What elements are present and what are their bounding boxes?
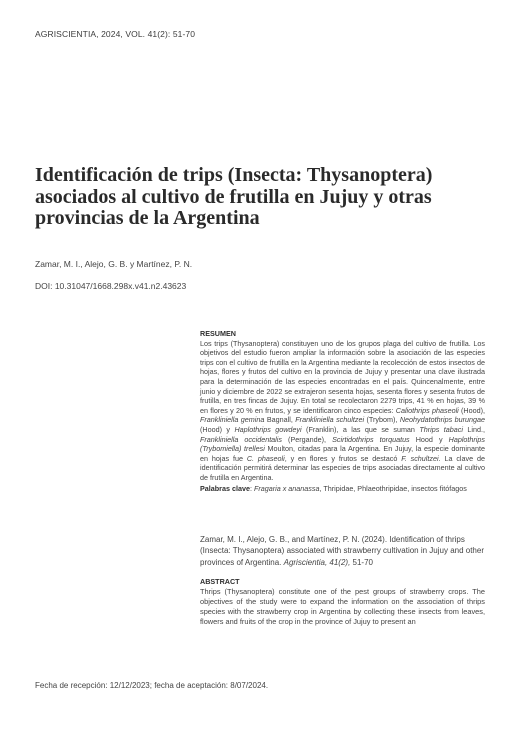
- species-name: Haplothrips (Trybomiella) trellesi: [200, 434, 485, 454]
- resumen-text-part: Hood y: [409, 434, 449, 444]
- resumen-text-part: Bagnall,: [264, 415, 296, 425]
- resumen-text-part: (Trybom),: [364, 415, 400, 425]
- resumen-text-part: (Hood) y: [200, 424, 235, 434]
- resumen-text-part: (Franklin), a las que se suman: [301, 424, 420, 434]
- species-name: Thrips tabaci: [419, 424, 463, 434]
- resumen-text-part: (Hood),: [458, 405, 485, 415]
- species-name: Frankliniella schultzei: [295, 415, 365, 425]
- abstract-heading: ABSTRACT: [200, 577, 240, 586]
- keywords-label: Palabras clave: [200, 483, 250, 493]
- abstract-section: [200, 577, 485, 627]
- species-name: Frankliniella occidentalis: [200, 434, 282, 444]
- authors: Zamar, M. I., Alejo, G. B. y Martínez, P. N.: [35, 259, 193, 269]
- doi-link[interactable]: DOI: 10.31047/1668.298x.v41.n2.43623: [35, 281, 187, 291]
- citation-text: [200, 534, 485, 568]
- species-name: Haplothrips gowdeyi: [234, 424, 302, 434]
- resumen-text: [200, 339, 485, 483]
- species-name: Frankliniella gemina: [200, 415, 265, 425]
- species-name: Scirtidothrips torquatus: [332, 434, 410, 444]
- species-name: C. phaseoli: [246, 453, 285, 463]
- resumen-text-part: , y en flores y frutos se destacó: [284, 453, 402, 463]
- resumen-text-part: . La clave de identificación permitirá determinar las especies de trips asociadas directamente al cultivo de frutilla en Argentina.: [200, 453, 485, 482]
- abstract-text: Thrips (Thysanoptera) constitute one of the pest groups of strawberry crops. The objectives of the study were to expand the information on the association of thrips species with the strawberry crop in Argentina by collecting these insects from leaves, flowers and fruits of the crop in the province of Jujuy to present an: [200, 587, 485, 626]
- journal-header: AGRISCIENTIA, 2024, VOL. 41(2): 51-70: [35, 29, 196, 39]
- resumen-text-part: Los trips (Thysanoptera) constituyen uno de los grupos plaga del cultivo de frutilla. Los objetivos del estudio fueron ampliar la información sobre la asociación de las especies trips con el cultivo de frutilla en la Argentina mediante la recolección de estos insectos de hojas, flores y frutos del cultivo en la provincia de Jujuy y presentar una clave ilustrada para la determinación de las especies encontradas en el país. Quincenalmente, entre junio y diciembre de 2022 se extrajeron sesenta hojas, sesenta flores y sesenta frutos de frutilla, en tres fincas de Jujuy. En total se recolectaron 2279 trips, 41 % en hojas, 39 % en flores y 20 % en frutos, y se identificaron cinco especies:: [200, 338, 485, 415]
- resumen-section: [200, 329, 485, 493]
- citation-body: Zamar, M. I., Alejo, G. B., and Martínez, P. N. (2024). Identification of thrips (Insecta: Thysanoptera) associated with strawberry cultivation in Jujuy and other provinces of Argentina.: [200, 535, 484, 567]
- citation-block: [200, 534, 485, 568]
- species-name: Caliothrips phaseoli: [395, 405, 459, 415]
- keywords: [200, 484, 485, 494]
- resumen-text-part: Lind.,: [462, 424, 485, 434]
- citation-pages: 51-70: [350, 557, 373, 567]
- resumen-heading: RESUMEN: [200, 329, 236, 338]
- species-name: Neohydatothrips burungae: [399, 415, 486, 425]
- reception-dates: Fecha de recepción: 12/12/2023; fecha de aceptación: 8/07/2024.: [35, 681, 269, 690]
- keyword-species: Fragaria x ananassa: [253, 483, 320, 493]
- species-name: F. schultzei: [401, 453, 439, 463]
- resumen-text-part: (Pergande),: [281, 434, 333, 444]
- keywords-text: , Thripidae, Phlaeothripidae, insectos fitófagos: [319, 483, 467, 493]
- article-title: Identificación de trips (Insecta: Thysanoptera) asociados al cultivo de frutilla en Jujuy y otras provincias de la Argentina: [35, 164, 433, 229]
- citation-journal: Agriscientia, 41(2),: [283, 557, 351, 567]
- keywords-separator: :: [249, 483, 254, 493]
- resumen-text-part: Moulton, citadas para la Argentina. En Jujuy, la especie dominante en hojas fue: [200, 444, 485, 463]
